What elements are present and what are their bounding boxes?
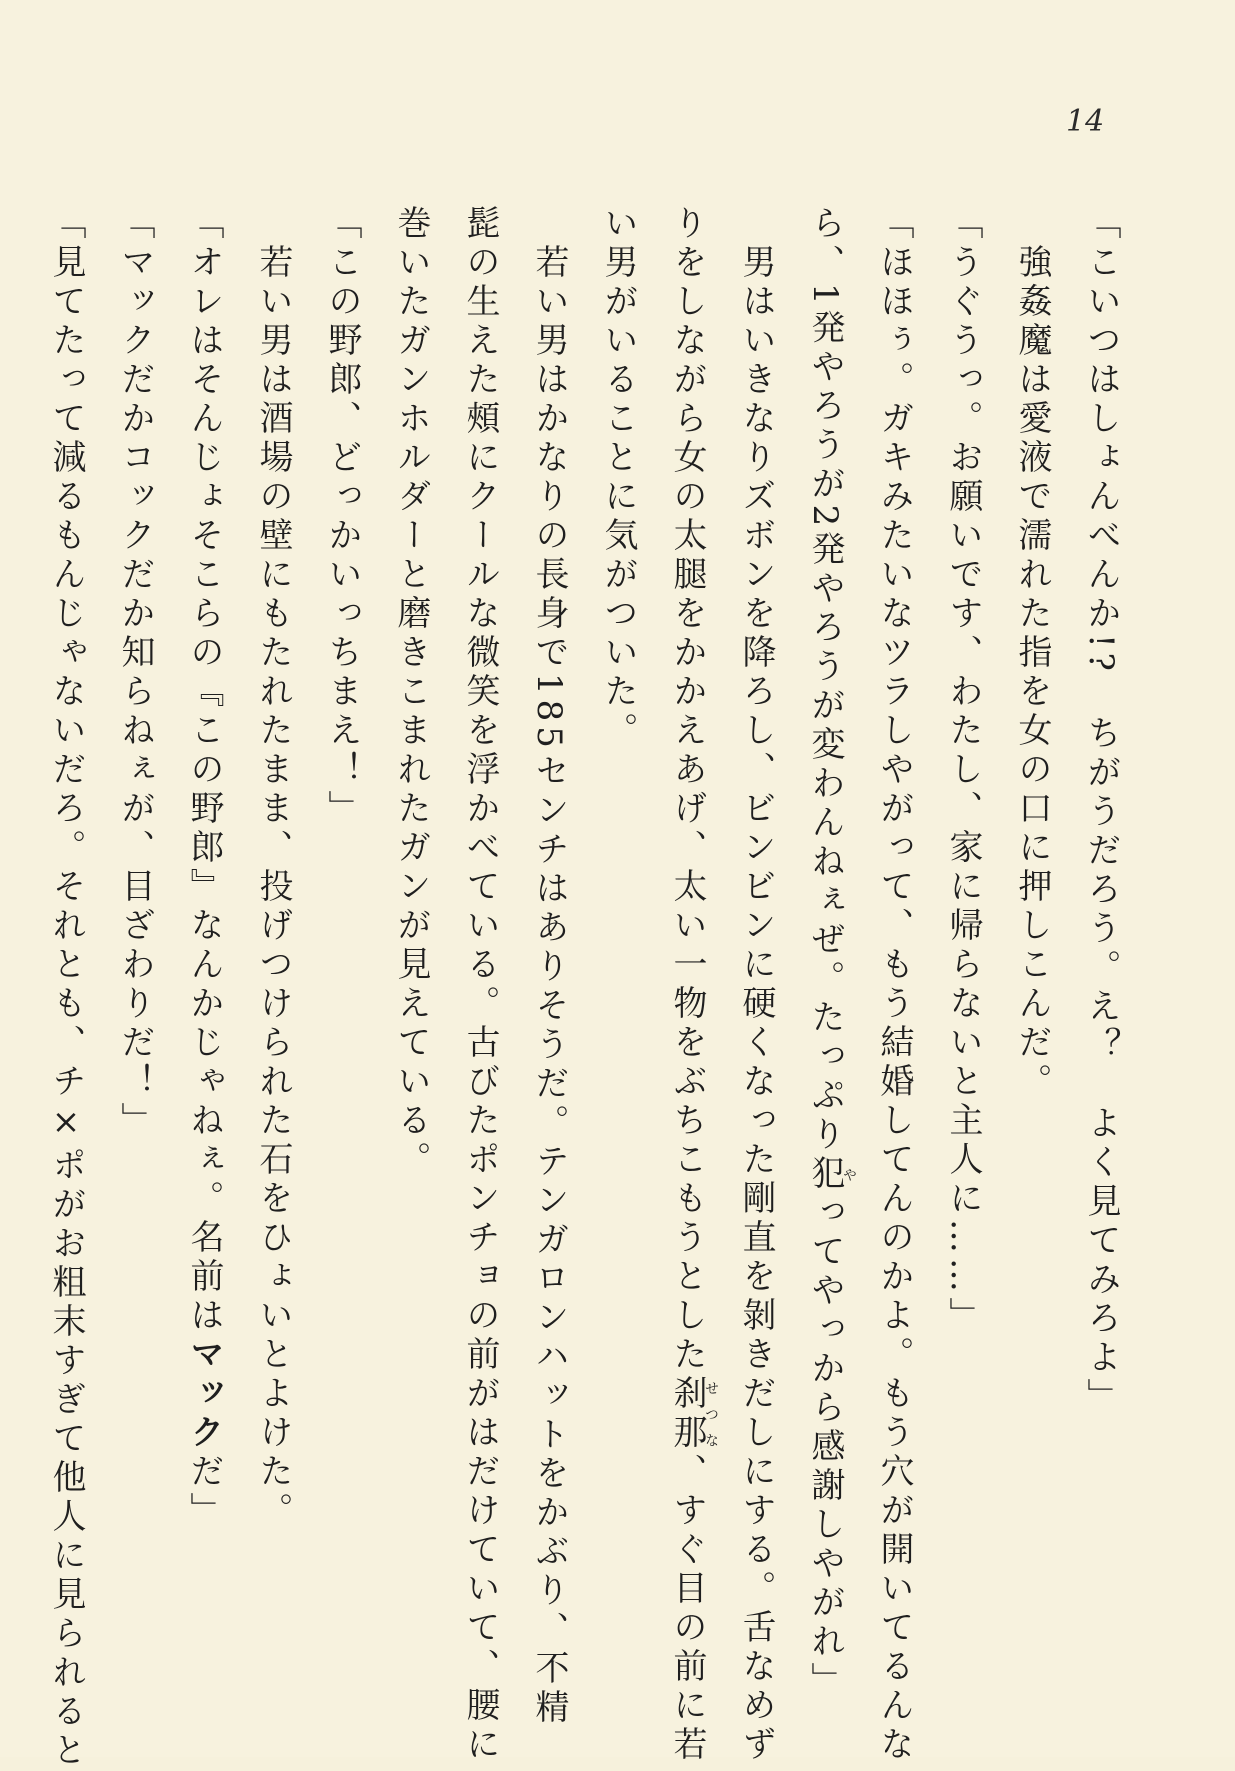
text-line-7-before: りをしながら女の太腿をかかえあげ、太い一物をぶちこもうとした — [667, 205, 707, 1375]
text-line-9: 若い男はかなりの長身で185センチはありそうだ。テンガロンハットをかぶり、不精 — [529, 205, 569, 1728]
character-name-mack: マック — [184, 1336, 224, 1453]
text-line-14-before: 「オレはそんじょそこらの『この野郎』なんかじゃねぇ。名前は — [184, 205, 224, 1336]
furigana-yaru — [805, 1155, 857, 1195]
furigana-yaru-reading: や — [841, 1155, 857, 1195]
text-line-5-after: ってやっから感謝しやがれ」 — [805, 1194, 845, 1702]
furigana-yaru-base: 犯 — [805, 1155, 845, 1195]
text-line-4: 「ほほぅ。ガキみたいなツラしやがって、もう結婚してんのかよ。もう穴が開いてるんな — [874, 205, 914, 1765]
text-line-11: 巻いたガンホルダーと磨きこまれたガンが見えている。 — [391, 205, 431, 1180]
text-line-10: 髭の生えた頰にクールな微笑を浮かべている。古びたポンチョの前がはだけていて、腰に — [460, 205, 500, 1765]
text-line-8: い男がいることに気がついた。 — [598, 205, 638, 751]
text-line-7 — [652, 205, 721, 1765]
text-line-5-before: ら、1発やろうが2発やろうが変わんねぇぜ。たっぷり — [805, 205, 845, 1156]
text-line-15: 「マックだかコックだか知らねぇが、目ざわりだ！」 — [115, 205, 155, 1141]
furigana-setsuna-reading: せつな — [703, 1375, 719, 1453]
page-number: 14 — [1066, 104, 1105, 139]
furigana-setsuna — [667, 1375, 719, 1453]
text-line-14-after: だ」 — [184, 1453, 224, 1531]
text-line-12: 「この野郎、どっかいっちまえ！」 — [322, 205, 362, 829]
text-line-16: 「見てたって減るもんじゃないだろ。それとも、チ×ポがお粗末すぎて他人に見られると — [46, 205, 86, 1771]
text-line-2: 強姦魔は愛液で濡れた指を女の口に押しこんだ。 — [1012, 205, 1052, 1102]
text-line-3: 「うぐうっ。お願いです、わたし、家に帰らないと主人に……」 — [943, 205, 983, 1336]
text-line-14 — [169, 205, 238, 1625]
text-line-5 — [790, 205, 859, 1702]
text-line-7-after: 、すぐ目の前に若 — [667, 1453, 707, 1765]
text-line-13: 若い男は酒場の壁にもたれたまま、投げつけられた石をひょいとよけた。 — [253, 205, 293, 1531]
text-line-1: 「こいつはしょんべんか!? ちがうだろう。え？ よく見てみろよ」 — [1081, 205, 1121, 1417]
text-line-6: 男はいきなりズボンを降ろし、ビンビンに硬くなった剛直を剝きだしにする。舌なめず — [736, 205, 776, 1765]
body-text — [46, 205, 1135, 1771]
furigana-setsuna-base: 刹那 — [667, 1375, 707, 1453]
